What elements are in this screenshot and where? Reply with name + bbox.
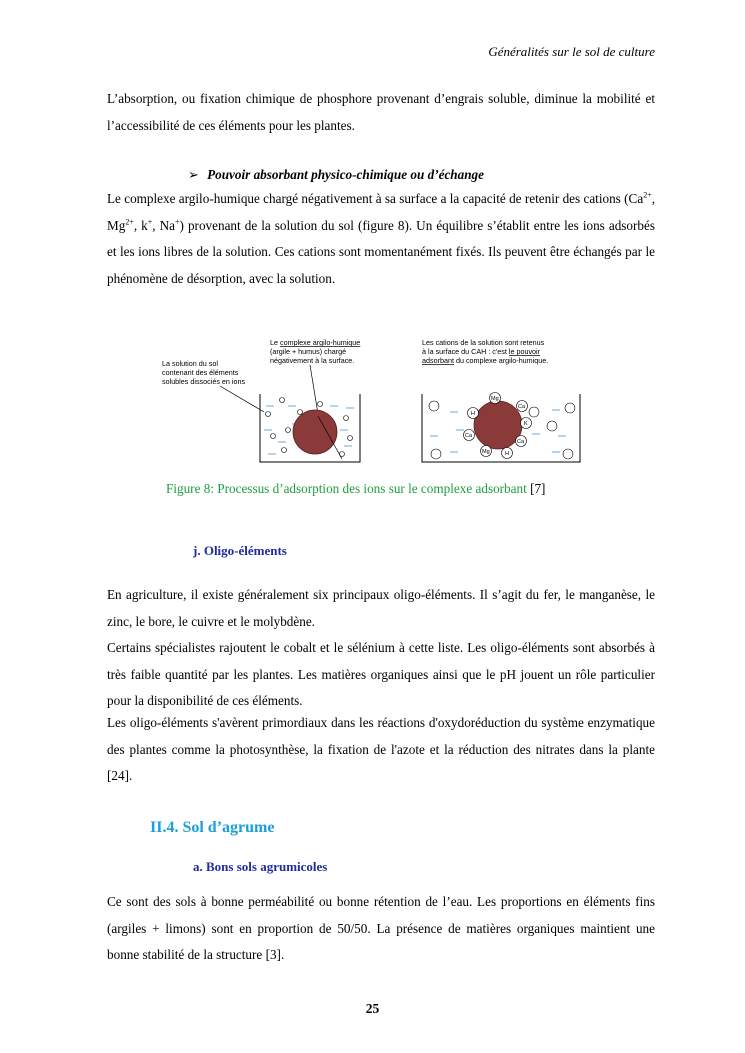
fig-right-label-3: adsorbant du complexe argilo-humique. — [422, 356, 549, 365]
paragraph-phosphore: L’absorption, ou fixation chimique de phosphore provenant d’engrais soluble, diminue la mobilité et l’accessibilité de ces éléments pour les plantes. — [107, 91, 655, 133]
fig-mid-label-1: Le complexe argilo-humique — [270, 338, 361, 347]
svg-text:Mg: Mg — [491, 396, 499, 402]
subheading-oligo: j. Oligo-éléments — [193, 543, 287, 558]
adsorption-figure — [160, 334, 590, 468]
paragraph-oligo-role: Les oligo-éléments s'avèrent primordiaux dans les réactions d'oxydoréduction du système enzymatique des plantes comme la photosynthèse, la fixation de l'azote et la réduction des nitrates dans la plante [24]. — [107, 715, 655, 783]
svg-text:H: H — [471, 411, 475, 417]
svg-text:Mg: Mg — [482, 449, 490, 455]
svg-text:K: K — [524, 421, 528, 427]
fig-left-label-2: contenant des éléments — [162, 368, 239, 377]
subheading-bons-sols: a. Bons sols agrumicoles — [193, 859, 328, 874]
bullet-heading-text: Pouvoir absorbant physico-chimique ou d’échange — [207, 167, 485, 182]
clay-humus-complex-left — [293, 410, 337, 454]
svg-text:Ca: Ca — [517, 439, 525, 445]
paragraph-oligo-intro: En agriculture, il existe généralement six principaux oligo-éléments. Il s’agit du fer, le manganèse, le zinc, le bore, le cuivre et le molybdène. — [107, 587, 655, 629]
fig-mid-label-3: négativement à la surface. — [270, 356, 355, 365]
page-number: 25 — [365, 1001, 380, 1016]
paragraph-complexe: Le complexe argilo-humique chargé négativement à sa surface a la capacité de retenir des cations ($Ca^{2+}$, $Mg^{2+}$, k+, Na+) provenant de la solution du sol (figure 8). Un équilibre s’établit entre les ions adsorbés et les ions libres de la solution. Ces cations sont momentanément fixés. Ils peuvent être échangés par le phénomène de désorption, avec la solution. — [107, 190, 655, 286]
bullet-heading — [188, 167, 484, 183]
figure-caption: Figure 8: Processus d’adsorption des ions sur le complexe adsorbant [7] — [166, 481, 546, 496]
left-beaker — [260, 394, 360, 462]
svg-text:Ca: Ca — [518, 404, 526, 410]
svg-text:Ca: Ca — [465, 433, 473, 439]
fig-leader-mid — [310, 365, 318, 414]
fig-right-label-1: Les cations de la solution sont retenus — [422, 338, 545, 347]
fig-left-label-3: solubles dissociés en ions — [162, 377, 246, 386]
fig-right-label-2: à la surface du CAH : c'est le pouvoir — [422, 347, 541, 356]
paragraph-bons-sols: Ce sont des sols à bonne perméabilité ou bonne rétention de l’eau. Les proportions en éléments fins (argiles + limons) sont en proportion de 50/50. La présence de matières organiques maintient une bonne stabilité de la structure [3]. — [107, 894, 655, 962]
fig-left-label-1: La solution du sol — [162, 359, 218, 368]
right-beaker — [422, 393, 580, 463]
fig-mid-label-2: (argile + humus) chargé — [270, 347, 347, 356]
section-title: II.4. Sol d’agrume — [150, 819, 275, 836]
clay-humus-complex-right — [474, 401, 522, 449]
paragraph-oligo-specialists: Certains spécialistes rajoutent le cobalt et le sélénium à cette liste. Les oligo-éléments sont absorbés à très faible quantité par les plantes. Les matières organiques ainsi que le pH jouent un rôle particulier pour la disponibilité de ces éléments. — [107, 640, 655, 708]
arrow-bullet-icon: ➢ — [188, 167, 200, 182]
running-header: Généralités sur le sol de culture — [488, 44, 655, 59]
svg-text:H: H — [505, 451, 509, 457]
caption-reference: [7] — [530, 481, 546, 496]
fig-leader-left — [220, 386, 264, 412]
